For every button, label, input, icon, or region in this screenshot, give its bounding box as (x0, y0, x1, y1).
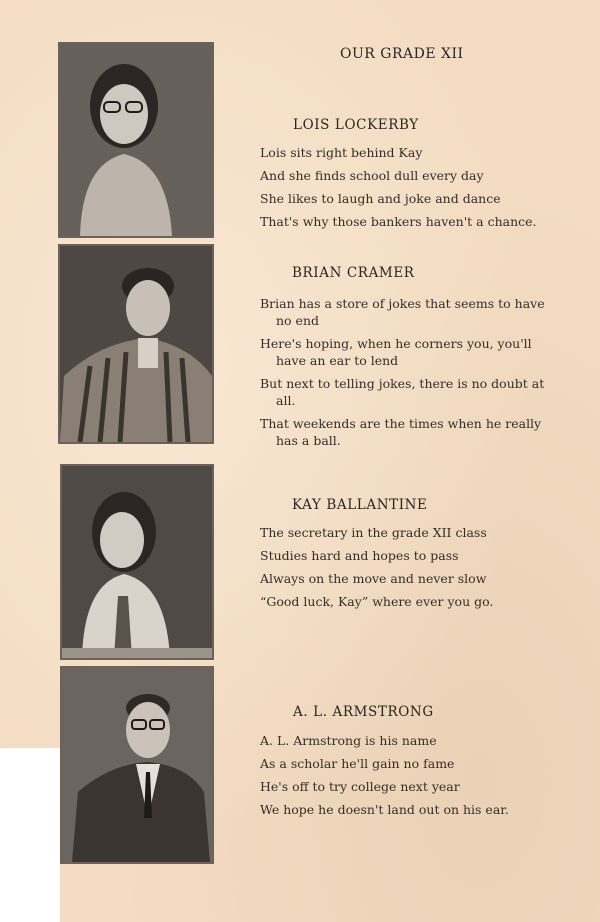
poem-line: Here's hoping, when he corners you, you'll have an ear to lend (260, 336, 532, 368)
poem-line: Always on the move and never slow (260, 571, 487, 586)
page-heading: OUR GRADE XII (340, 46, 464, 62)
poem-al-armstrong (260, 732, 560, 824)
student-name-kay-ballantine: KAY BALLANTINE (292, 497, 428, 513)
photo-lois-lockerby (58, 42, 214, 238)
poem-line: Brian has a store of jokes that seems to have no end (260, 296, 545, 328)
poem-line: Lois sits right behind Kay (260, 145, 423, 160)
poem-line: He's off to try college next year (260, 779, 460, 794)
poem-line: The secretary in the grade XII class (260, 525, 487, 540)
poem-line: A. L. Armstrong is his name (260, 733, 437, 748)
photo-brian-cramer (58, 244, 214, 444)
torn-page-edge (0, 748, 60, 922)
poem-line: That weekends are the times when he really has a ball. (260, 416, 542, 448)
poem-line: But next to telling jokes, there is no doubt at all. (260, 376, 545, 408)
poem-line: She likes to laugh and joke and dance (260, 191, 501, 206)
poem-line: As a scholar he'll gain no fame (260, 756, 455, 771)
student-name-al-armstrong: A. L. ARMSTRONG (293, 704, 434, 720)
student-name-lois-lockerby: LOIS LOCKERBY (293, 117, 419, 133)
poem-lois-lockerby (260, 144, 560, 236)
poem-line: “Good luck, Kay” where ever you go. (260, 594, 494, 609)
poem-line: And she finds school dull every day (260, 168, 484, 183)
poem-brian-cramer (260, 295, 560, 455)
poem-line: Studies hard and hopes to pass (260, 548, 459, 563)
student-name-brian-cramer: BRIAN CRAMER (292, 265, 415, 281)
poem-line: We hope he doesn't land out on his ear. (260, 802, 509, 817)
photo-kay-ballantine (60, 464, 214, 660)
poem-line: That's why those bankers haven't a chance. (260, 214, 537, 229)
poem-kay-ballantine (260, 524, 560, 616)
photo-al-armstrong (60, 666, 214, 864)
